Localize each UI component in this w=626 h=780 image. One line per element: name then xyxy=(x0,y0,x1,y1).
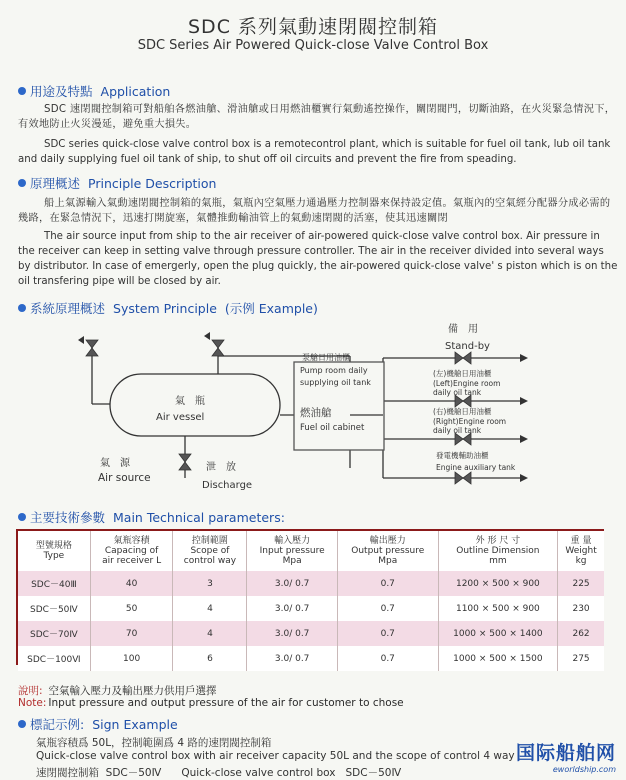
table-cell: 3 xyxy=(173,571,247,596)
table-cell: 3.0/ 0.7 xyxy=(247,621,337,646)
table-cell: SDC－70Ⅳ xyxy=(18,621,90,646)
table-row xyxy=(18,621,604,646)
sign-example-line-2: Quick-close valve control box with air receiver capacity 50L and the scope of control 4 way xyxy=(36,750,515,762)
sign-example-line-3: 速閉閥控制箱 SDC－50Ⅳ Quick-close valve control box SDC－50Ⅳ xyxy=(36,767,402,779)
params-table xyxy=(18,531,604,671)
standby-label-en: Stand-by xyxy=(445,341,490,352)
table-cell: 0.7 xyxy=(337,571,438,596)
arrow-icon xyxy=(520,397,528,405)
arrow-icon xyxy=(78,336,84,344)
table-cell: SDC－100Ⅵ xyxy=(18,646,90,671)
valve-icon xyxy=(179,454,191,462)
table-cell: 4 xyxy=(173,596,247,621)
table-cell: 50 xyxy=(90,596,173,621)
application-text-zh: SDC 速閉閥控制箱可對船舶各燃油艙、滑油艙或日用燃油櫃實行氣動遙控操作，關閉閥門，切斷油路，在火災緊急情況下，有效地防止火災漫延，避免重大損失。 xyxy=(18,104,616,130)
air-vessel-label-en: Air vessel xyxy=(156,412,205,423)
table-cell: 3.0/ 0.7 xyxy=(247,571,337,596)
table-cell: 0.7 xyxy=(337,621,438,646)
column-header: 型號規格 Type xyxy=(18,531,90,571)
valve-icon xyxy=(212,348,224,356)
aux-tank-label-en: Engine auxiliary tank xyxy=(436,463,516,472)
standby-label-zh: 備 用 xyxy=(448,324,478,335)
table-cell: 3.0/ 0.7 xyxy=(247,596,337,621)
section-application-header: 用途及特點 Application xyxy=(18,82,170,100)
bullet-icon xyxy=(18,179,26,187)
table-cell: SDC－50Ⅳ xyxy=(18,596,90,621)
left-tank-label-zh: (左)機艙日用油櫃 xyxy=(433,369,492,378)
table-cell: 6 xyxy=(173,646,247,671)
table-cell: 70 xyxy=(90,621,173,646)
table-cell: 0.7 xyxy=(337,646,438,671)
table-cell: 4 xyxy=(173,621,247,646)
table-cell: 225 xyxy=(558,571,604,596)
valve-icon xyxy=(463,472,471,484)
valve-icon xyxy=(455,352,463,364)
table-cell: SDC－40Ⅲ xyxy=(18,571,90,596)
fuel-oil-cabinet-box xyxy=(294,362,384,450)
system-diagram xyxy=(0,318,626,518)
pump-room-label-zh: 泵艙日用油櫃 xyxy=(302,353,350,362)
column-header: 輸出壓力 Output pressure Mpa xyxy=(337,531,438,571)
page-subtitle: SDC Series Air Powered Quick-close Valve Control Box xyxy=(137,38,489,53)
bullet-icon xyxy=(18,513,26,521)
application-text-en: SDC series quick-close valve control box is a remotecontrol plant, which is suitable for fuel oil tank, lub oil tank and daily supplying fuel oil tank of ship, to shut off oil circuits and prevent the fire from speading. xyxy=(18,139,611,165)
pump-room-label-en1: Pump room daily xyxy=(300,366,368,375)
aux-tank-label-zh: 發電機輔助油櫃 xyxy=(436,451,489,460)
page-title: SDC 系列氣動速閉閥控制箱 xyxy=(188,16,438,38)
section-params-header: 主要技術參數 Main Technical parameters: xyxy=(18,508,285,526)
right-tank-label-en1: (Right)Engine room xyxy=(433,417,507,426)
bullet-icon xyxy=(18,720,26,728)
valve-icon xyxy=(463,352,471,364)
valve-icon xyxy=(179,462,191,470)
valve-icon xyxy=(212,340,224,348)
watermark-logo: 国际船舶网 eworldship.com xyxy=(515,742,616,774)
table-row xyxy=(18,646,604,671)
arrow-icon xyxy=(520,474,528,482)
right-tank-label-en2: daily oil tank xyxy=(433,426,482,435)
bullet-icon xyxy=(18,87,26,95)
discharge-label-zh: 泄 放 xyxy=(206,462,236,473)
valve-icon xyxy=(86,340,98,348)
table-cell: 3.0/ 0.7 xyxy=(247,646,337,671)
air-source-label-en: Air source xyxy=(98,472,151,484)
bullet-icon xyxy=(18,304,26,312)
table-cell: 100 xyxy=(90,646,173,671)
fuel-cabinet-label-zh: 燃油艙 xyxy=(300,407,332,419)
section-principle-header: 原理概述 Principle Description xyxy=(18,174,216,192)
section-system-header: 系統原理概述 System Principle (示例 Example) xyxy=(18,299,318,317)
principle-text-en: The air source input from ship to the air receiver of air-powered quick-close valve control box. Air pressure in the receiver can keep in setting valve through pressure controller. The air in the receiver divided into several ways by distributor. In case of emergerly, open the plug quickly, the air-powered quick-close valve' s piston which is on the oil transfering pipe will be closed by air. xyxy=(18,231,618,287)
air-vessel-label-zh: 氣 瓶 xyxy=(175,396,205,407)
column-header: 氣瓶容積 Capacing of air receiver L xyxy=(90,531,173,571)
arrow-icon xyxy=(520,354,528,362)
table-cell: 230 xyxy=(558,596,604,621)
air-source-label-zh: 氣 源 xyxy=(100,458,130,469)
column-header: 控制範圍 Scope of control way xyxy=(173,531,247,571)
discharge-label-en: Discharge xyxy=(202,480,253,491)
left-tank-label-en2: daily oil tank xyxy=(433,388,482,397)
column-header: 外 形 尺 寸 Outline Dimension mm xyxy=(438,531,558,571)
left-tank-label-en1: (Left)Engine room xyxy=(433,379,501,388)
table-cell: 275 xyxy=(558,646,604,671)
table-cell: 262 xyxy=(558,621,604,646)
pump-room-label-en2: supplying oil tank xyxy=(300,378,371,387)
note-zh: 說明: 空氣輸入壓力及輸出壓力供用戶選擇 xyxy=(18,685,217,697)
right-tank-label-zh: (右)機艙日用油櫃 xyxy=(433,407,492,416)
column-header: 輸入壓力 Input pressure Mpa xyxy=(247,531,337,571)
table-cell: 1000 × 500 × 1500 xyxy=(438,646,558,671)
table-row xyxy=(18,571,604,596)
sign-example-line-1: 氣瓶容積爲 50L，控制範圍爲 4 路的速閉閥控制箱 xyxy=(36,737,272,749)
table-cell: 1200 × 500 × 900 xyxy=(438,571,558,596)
valve-icon xyxy=(455,472,463,484)
valve-icon xyxy=(86,348,98,356)
column-header: 重 量 Weight kg xyxy=(558,531,604,571)
table-cell: 1000 × 500 × 1400 xyxy=(438,621,558,646)
arrow-icon xyxy=(204,332,210,340)
table-cell: 40 xyxy=(90,571,173,596)
fuel-cabinet-label-en: Fuel oil cabinet xyxy=(300,423,365,433)
table-cell: 1100 × 500 × 900 xyxy=(438,596,558,621)
table-header-row xyxy=(18,531,604,571)
note-en: Note: Input pressure and output pressure of the air for customer to chose xyxy=(18,697,404,709)
principle-text-zh: 船上氣源輸入氣動速閉閥控制箱的氣瓶，氣瓶內空氣壓力通過壓力控制器來保持設定值。氣瓶內的空氣經分配器分成必需的幾路，在緊急情況下，迅速打開旋塞，氣體推動輸油管上的氣動速閉閥的活塞，使其迅速關閉 xyxy=(18,198,611,224)
arrow-icon xyxy=(520,435,528,443)
section-sign-header: 標記示例: Sign Example xyxy=(18,715,178,733)
table-row xyxy=(18,596,604,621)
table-cell: 0.7 xyxy=(337,596,438,621)
